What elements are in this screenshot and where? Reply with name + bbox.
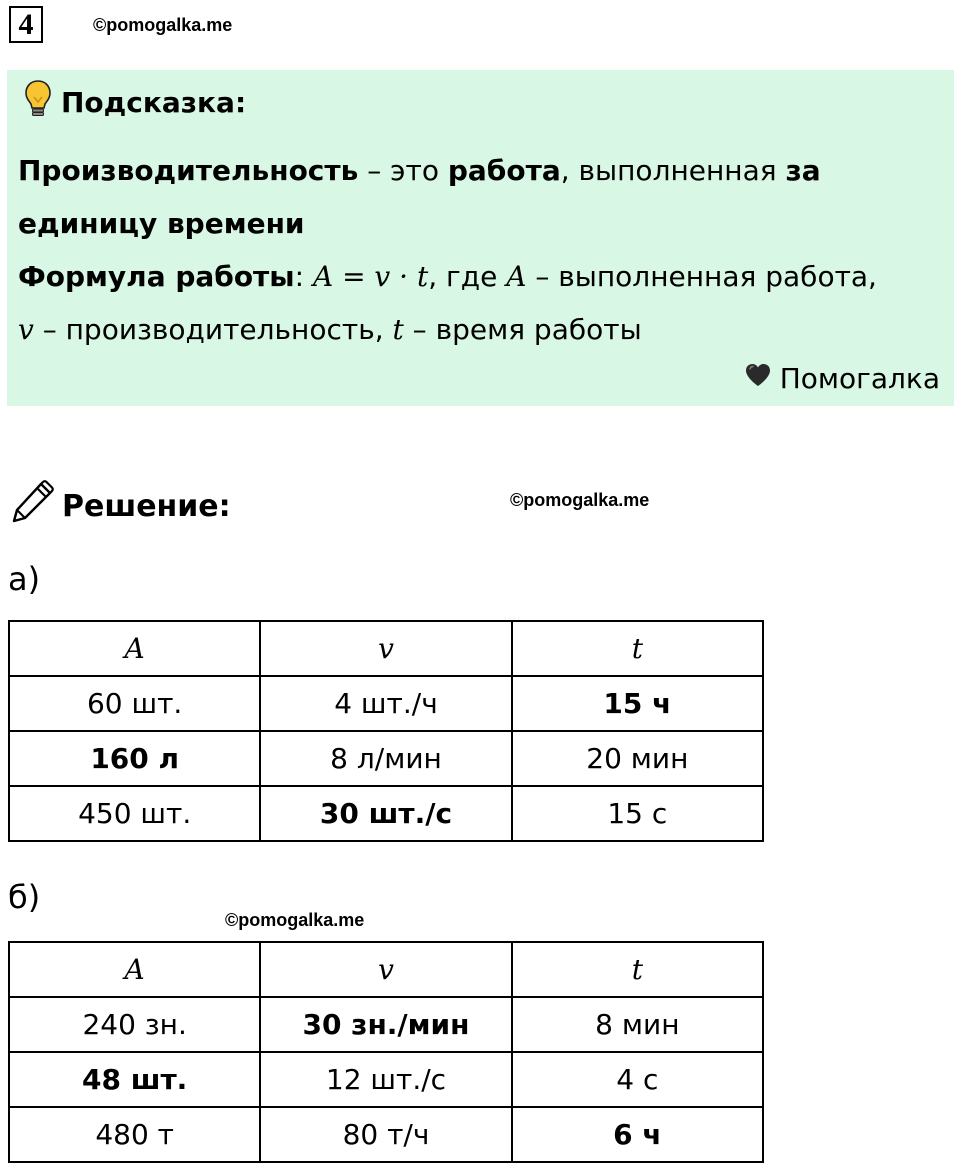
- table-cell: 6 ч: [512, 1107, 763, 1162]
- term-work: работа: [447, 154, 561, 187]
- signature: [744, 362, 940, 395]
- table-cell: 30 шт./с: [260, 786, 511, 841]
- hint-text: [18, 144, 943, 356]
- formula-expression: A = v · t: [312, 260, 429, 293]
- hint-definition: Производительность – это работа, выполненная за единицу времени: [18, 154, 821, 240]
- heart-icon: [744, 362, 772, 395]
- table-cell: 80 т/ч: [260, 1107, 511, 1162]
- watermark: ©pomogalka.me: [225, 910, 365, 930]
- table-cell: 60 шт.: [9, 676, 260, 731]
- table-cell: 4 шт./ч: [260, 676, 511, 731]
- hint-header: [25, 82, 246, 122]
- table-row: [9, 1052, 763, 1107]
- table-part-b: [8, 941, 764, 1163]
- header-cell: A: [9, 942, 260, 997]
- header-cell: t: [512, 942, 763, 997]
- table-cell: 48 шт.: [9, 1052, 260, 1107]
- hint-box: [7, 70, 954, 406]
- table-header-row: [9, 621, 763, 676]
- solution-header: [10, 480, 231, 532]
- table-cell: 240 зн.: [9, 997, 260, 1052]
- table-row: [9, 731, 763, 786]
- table-cell: 20 мин: [512, 731, 763, 786]
- table-cell: 15 ч: [512, 676, 763, 731]
- pencil-icon: [10, 480, 54, 532]
- part-a-label: а): [8, 560, 41, 598]
- table-cell: 30 зн./мин: [260, 997, 511, 1052]
- table-cell: 480 т: [9, 1107, 260, 1162]
- signature-text: Помогалка: [779, 362, 940, 395]
- header-cell: v: [260, 621, 511, 676]
- table-row: [9, 676, 763, 731]
- formula-label: Формула работы: [18, 260, 295, 293]
- table-cell: 450 шт.: [9, 786, 260, 841]
- header-cell: A: [9, 621, 260, 676]
- table-cell: 4 с: [512, 1052, 763, 1107]
- table-cell: 160 л: [9, 731, 260, 786]
- watermark: ©pomogalka.me: [510, 490, 650, 510]
- solution-title: Решение:: [62, 488, 231, 524]
- table-cell: 12 шт./с: [260, 1052, 511, 1107]
- table-cell: 15 с: [512, 786, 763, 841]
- term-unit-time: за единицу времени: [18, 154, 821, 240]
- lightbulb-icon: [25, 80, 51, 125]
- term-productivity: Производительность: [18, 154, 359, 187]
- header-cell: v: [260, 942, 511, 997]
- table-cell: 8 мин: [512, 997, 763, 1052]
- table-row: [9, 997, 763, 1052]
- task-number: 4: [9, 6, 43, 43]
- watermark: ©pomogalka.me: [93, 15, 233, 35]
- table-row: [9, 1107, 763, 1162]
- hint-title: Подсказка:: [61, 85, 247, 119]
- table-cell: 8 л/мин: [260, 731, 511, 786]
- table-row: [9, 786, 763, 841]
- hint-formula: Формула работы: A = v · t, где A – выполненная работа, v – производительность, t – время работы: [18, 260, 877, 346]
- header-cell: t: [512, 621, 763, 676]
- table-part-a: [8, 620, 764, 842]
- part-b-label: б): [8, 878, 41, 916]
- table-header-row: [9, 942, 763, 997]
